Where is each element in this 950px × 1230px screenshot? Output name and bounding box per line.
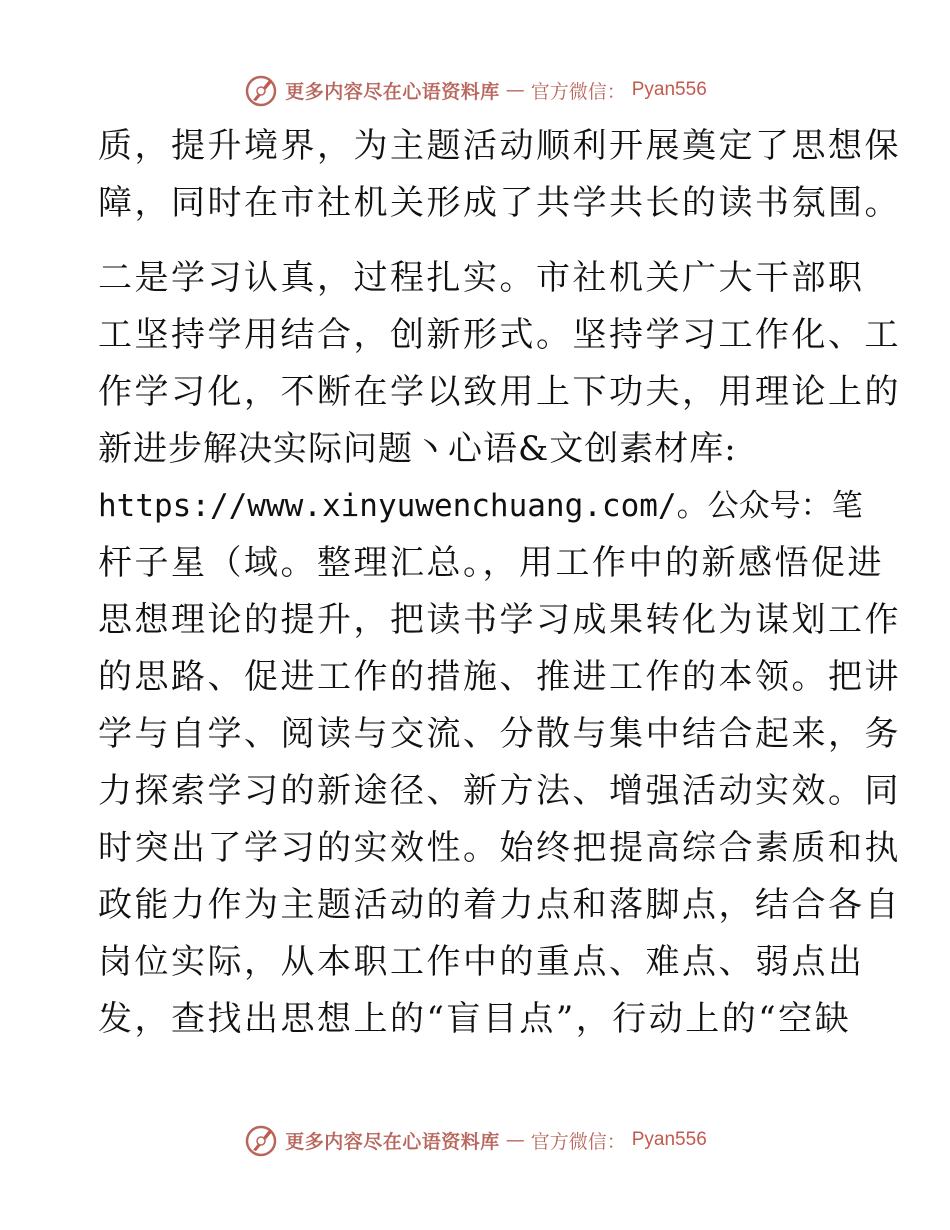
- document-body: [98, 118, 901, 1048]
- text-line: 杆子星（域。整理汇总。，用工作中的新感悟促进: [98, 543, 884, 583]
- footer-banner: [0, 1120, 950, 1160]
- text-line-url: https://www.xinyuwenchuang.com/。公众号：笔: [98, 488, 863, 524]
- banner-wechat-id: Pyan556: [631, 79, 707, 100]
- banner-wechat-label: 官方微信：: [530, 1130, 626, 1153]
- text-line: 学与自学、阅读与交流、分散与集中结合起来，务: [98, 714, 901, 754]
- text-line: 的思路、促进工作的措施、推进工作的本领。把讲: [98, 657, 901, 697]
- text-line: 障，同时在市社机关形成了共学共长的读书氛围。: [98, 183, 901, 223]
- banner-brand-text: 更多内容尽在心语资料库: [285, 80, 500, 103]
- banner-separator: —: [505, 1129, 525, 1151]
- text-line: 政能力作为主题活动的着力点和落脚点，结合各自: [98, 885, 901, 925]
- quill-logo-icon: [243, 1122, 279, 1158]
- text-line: 工坚持学用结合，创新形式。坚持学习工作化、工: [98, 315, 901, 355]
- banner-separator: —: [505, 79, 525, 101]
- banner-wechat-label: 官方微信：: [530, 80, 626, 103]
- text-line: 质，提升境界，为主题活动顺利开展奠定了思想保: [98, 126, 901, 166]
- paragraph: [98, 250, 901, 1048]
- banner-brand-text: 更多内容尽在心语资料库: [285, 1130, 500, 1153]
- banner-wechat-id: Pyan556: [631, 1129, 707, 1150]
- text-line: 力探索学习的新途径、新方法、增强活动实效。同: [98, 771, 901, 811]
- quill-logo-icon: [243, 72, 279, 108]
- text-line: 思想理论的提升，把读书学习成果转化为谋划工作: [98, 600, 901, 640]
- header-banner: [0, 70, 950, 110]
- text-line: 时突出了学习的实效性。始终把提高综合素质和执: [98, 828, 901, 868]
- text-line: 发，查找出思想上的“盲目点”，行动上的“空缺: [98, 999, 852, 1039]
- text-line: 作学习化，不断在学以致用上下功夫，用理论上的: [98, 372, 901, 412]
- text-line: 二是学习认真，过程扎实。市社机关广大干部职: [98, 258, 865, 298]
- text-line: 新进步解决实际问题丶心语&文创素材库:: [98, 429, 737, 469]
- paragraph: [98, 118, 901, 232]
- text-line: 岗位实际，从本职工作中的重点、难点、弱点出: [98, 942, 865, 982]
